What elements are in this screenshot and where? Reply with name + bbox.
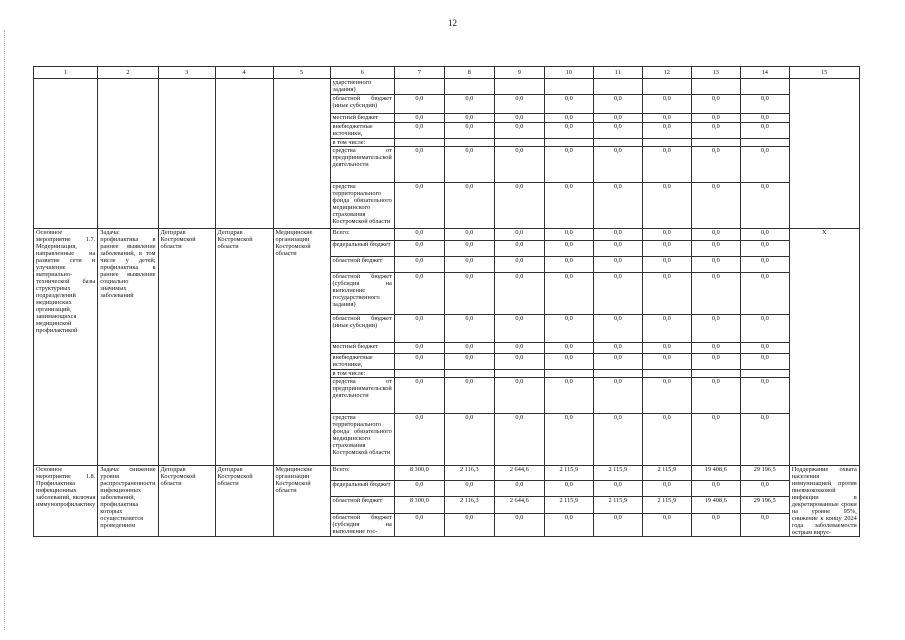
column-number: 15 (789, 67, 859, 79)
amount-cell: 0,0 (544, 378, 593, 414)
empty-cell (789, 79, 859, 229)
amount-cell: 0,0 (593, 257, 642, 273)
amount-cell: 0,0 (494, 480, 544, 497)
amount-cell: 0,0 (444, 414, 494, 466)
amount-cell: 0,0 (740, 315, 789, 343)
amount-cell (394, 79, 444, 95)
amount-cell: 0,0 (740, 147, 789, 183)
amount-cell: 0,0 (691, 95, 740, 114)
amount-cell: 0,0 (593, 514, 642, 537)
amount-cell: 0,0 (394, 514, 444, 537)
amount-cell: 0,0 (642, 378, 691, 414)
amount-cell: 0,0 (740, 514, 789, 537)
amount-cell: 0,0 (691, 147, 740, 183)
amount-cell: 0,0 (642, 273, 691, 315)
participant-cell: Медицинские организации Костромской области (273, 466, 330, 537)
amount-cell (593, 79, 642, 95)
amount-cell: 0,0 (740, 257, 789, 273)
amount-cell: 0,0 (691, 343, 740, 354)
amount-cell: 29 196,5 (740, 466, 789, 481)
amount-cell: 0,0 (394, 273, 444, 315)
amount-cell (394, 370, 444, 378)
funding-source-label: областной бюджет (330, 257, 394, 273)
amount-cell: 0,0 (642, 95, 691, 114)
amount-cell: 0,0 (642, 354, 691, 370)
funding-source-label: областной бюджет (иные субсидии) (330, 315, 394, 343)
amount-cell: 0,0 (544, 183, 593, 229)
amount-cell (444, 79, 494, 95)
funding-source-label: в том числе: (330, 370, 394, 378)
column-number: 4 (215, 67, 273, 79)
column-number: 12 (642, 67, 691, 79)
amount-cell (494, 79, 544, 95)
amount-cell: 0,0 (642, 229, 691, 241)
column-number: 11 (593, 67, 642, 79)
amount-cell: 0,0 (394, 354, 444, 370)
amount-cell: 2 115,9 (544, 497, 593, 514)
empty-cell (34, 79, 98, 229)
amount-cell: 0,0 (544, 315, 593, 343)
amount-cell (691, 370, 740, 378)
amount-cell: 0,0 (691, 378, 740, 414)
empty-cell (98, 79, 158, 229)
amount-cell: 0,0 (691, 480, 740, 497)
amount-cell: 2 116,3 (444, 466, 494, 481)
amount-cell: 0,0 (642, 514, 691, 537)
column-number: 13 (691, 67, 740, 79)
amount-cell: 0,0 (394, 241, 444, 257)
funding-source-label: областной бюджет (субсидия на выполнение гос- (330, 514, 394, 537)
amount-cell: 0,0 (444, 123, 494, 139)
amount-cell: 19 408,6 (691, 497, 740, 514)
amount-cell: 0,0 (394, 183, 444, 229)
amount-cell: 0,0 (394, 147, 444, 183)
amount-cell: 0,0 (394, 414, 444, 466)
amount-cell: 0,0 (691, 114, 740, 123)
amount-cell: 19 408,6 (691, 466, 740, 481)
customer-cell: Депздрав Костромской области (158, 229, 215, 466)
amount-cell: 0,0 (593, 480, 642, 497)
column-number: 14 (740, 67, 789, 79)
amount-cell (740, 370, 789, 378)
amount-cell: 0,0 (394, 480, 444, 497)
amount-cell: 0,0 (593, 414, 642, 466)
amount-cell: 0,0 (444, 378, 494, 414)
funding-source-label: федеральный бюджет (330, 241, 394, 257)
header-row (34, 67, 860, 79)
amount-cell: 0,0 (593, 123, 642, 139)
amount-cell: 0,0 (593, 354, 642, 370)
amount-cell: 0,0 (544, 257, 593, 273)
amount-cell: 0,0 (593, 241, 642, 257)
amount-cell: 0,0 (494, 414, 544, 466)
amount-cell (740, 79, 789, 95)
amount-cell: 0,0 (444, 183, 494, 229)
amount-cell: 0,0 (394, 123, 444, 139)
column-number: 3 (158, 67, 215, 79)
amount-cell: 0,0 (593, 147, 642, 183)
column-number: 6 (330, 67, 394, 79)
amount-cell: 0,0 (444, 95, 494, 114)
amount-cell: 0,0 (691, 315, 740, 343)
measure-name-cell: Основное мероприятие 1.7. Модернизация, направленные на развитие сети и улучшение материально-технической базы структурных подразделений медицинских организаций, занимающихся медицинской профилактикой (34, 229, 98, 466)
funding-source-label: Всего: (330, 466, 394, 481)
amount-cell: 0,0 (642, 123, 691, 139)
amount-cell: 0,0 (444, 257, 494, 273)
amount-cell: 0,0 (642, 147, 691, 183)
amount-cell: 0,0 (642, 414, 691, 466)
amount-cell: 0,0 (642, 114, 691, 123)
task-cell: Задача: профилактика в раннее выявление заболеваний, в том числе у детей; профилактика в раннее выявление социально значимых заболеваний (98, 229, 158, 466)
task-cell: Задача: снижение уровня распространенности инфекционных заболеваний, профилактика которых осуществляется проведением (98, 466, 158, 537)
amount-cell: 0,0 (740, 183, 789, 229)
amount-cell (444, 139, 494, 147)
amount-cell: 8 300,0 (394, 466, 444, 481)
amount-cell: 2 115,9 (593, 497, 642, 514)
amount-cell: 0,0 (544, 241, 593, 257)
amount-cell: 0,0 (394, 315, 444, 343)
amount-cell: 0,0 (544, 514, 593, 537)
amount-cell: 0,0 (642, 480, 691, 497)
amount-cell (642, 79, 691, 95)
amount-cell: 0,0 (691, 354, 740, 370)
amount-cell: 0,0 (494, 354, 544, 370)
amount-cell: 0,0 (544, 273, 593, 315)
funding-source-label: средства территориального фонда обязательного медицинского страхования Костромской области (330, 414, 394, 466)
amount-cell: 0,0 (740, 123, 789, 139)
amount-cell: 0,0 (394, 114, 444, 123)
funding-source-label: Всего: (330, 229, 394, 241)
amount-cell: 0,0 (642, 241, 691, 257)
amount-cell: 0,0 (494, 273, 544, 315)
amount-cell (593, 139, 642, 147)
amount-cell: 0,0 (494, 315, 544, 343)
amount-cell: 0,0 (544, 343, 593, 354)
amount-cell: 0,0 (494, 183, 544, 229)
amount-cell: 2 115,9 (593, 466, 642, 481)
funding-source-label: средства территориального фонда обязательного медицинского страхования Костромской области (330, 183, 394, 229)
amount-cell: 0,0 (642, 257, 691, 273)
amount-cell: 0,0 (740, 273, 789, 315)
funding-source-label: местный бюджет (330, 114, 394, 123)
amount-cell: 0,0 (394, 229, 444, 241)
amount-cell: 0,0 (394, 343, 444, 354)
empty-cell (158, 79, 215, 229)
amount-cell: 0,0 (494, 229, 544, 241)
amount-cell (593, 370, 642, 378)
amount-cell: 0,0 (444, 514, 494, 537)
amount-cell: 29 196,5 (740, 497, 789, 514)
amount-cell: 0,0 (544, 123, 593, 139)
amount-cell: 0,0 (740, 414, 789, 466)
funding-source-label: внебюджетные источники, (330, 123, 394, 139)
amount-cell: 0,0 (593, 273, 642, 315)
amount-cell: 2 115,9 (642, 466, 691, 481)
amount-cell: 0,0 (544, 114, 593, 123)
amount-cell: 0,0 (444, 315, 494, 343)
funding-source-label: федеральный бюджет (330, 480, 394, 497)
amount-cell: 0,0 (691, 414, 740, 466)
amount-cell: 0,0 (494, 114, 544, 123)
measure-name-cell: Основное мероприятие 1.8. Профилактика инфекционных заболеваний, включая иммунопрофилактику (34, 466, 98, 537)
amount-cell: 0,0 (544, 414, 593, 466)
amount-cell: 0,0 (593, 183, 642, 229)
amount-cell: 0,0 (444, 343, 494, 354)
amount-cell: 0,0 (593, 95, 642, 114)
amount-cell (394, 139, 444, 147)
amount-cell: 0,0 (642, 343, 691, 354)
executor-cell: Депздрав Костромской области (215, 466, 273, 537)
amount-cell: 0,0 (593, 343, 642, 354)
result-cell: X (789, 229, 859, 466)
amount-cell: 0,0 (593, 378, 642, 414)
table-row (34, 466, 860, 481)
amount-cell: 0,0 (494, 514, 544, 537)
amount-cell: 0,0 (494, 241, 544, 257)
page-edge (4, 30, 5, 630)
result-cell: Поддержание охвата населения иммунизацией против пневмококковой инфекции в декретированные сроки на уровне 95%, снижение к концу 2024 года заболеваемости острым вирус- (789, 466, 859, 537)
amount-cell (691, 79, 740, 95)
amount-cell: 0,0 (494, 123, 544, 139)
amount-cell: 8 300,0 (394, 497, 444, 514)
customer-cell: Депздрав Костромской области (158, 466, 215, 537)
column-number: 10 (544, 67, 593, 79)
table-row (34, 229, 860, 241)
amount-cell: 0,0 (444, 354, 494, 370)
table-row (34, 79, 860, 95)
amount-cell (740, 139, 789, 147)
amount-cell: 0,0 (394, 378, 444, 414)
column-number: 7 (394, 67, 444, 79)
amount-cell: 0,0 (444, 480, 494, 497)
amount-cell: 2 115,9 (642, 497, 691, 514)
amount-cell: 0,0 (740, 241, 789, 257)
column-number: 9 (494, 67, 544, 79)
column-number: 5 (273, 67, 330, 79)
amount-cell: 0,0 (444, 241, 494, 257)
amount-cell: 0,0 (593, 229, 642, 241)
budget-table (33, 66, 860, 537)
amount-cell: 2 644,6 (494, 466, 544, 481)
amount-cell: 0,0 (740, 114, 789, 123)
funding-source-label: областной бюджет (330, 497, 394, 514)
funding-source-label: в том числе: (330, 139, 394, 147)
funding-source-label: ударственного задания) (330, 79, 394, 95)
amount-cell: 0,0 (544, 95, 593, 114)
amount-cell (444, 370, 494, 378)
amount-cell (544, 370, 593, 378)
amount-cell: 0,0 (444, 273, 494, 315)
amount-cell: 0,0 (691, 514, 740, 537)
amount-cell: 0,0 (691, 123, 740, 139)
amount-cell: 0,0 (740, 229, 789, 241)
funding-source-label: средства от предпринимательской деятельности (330, 378, 394, 414)
amount-cell (642, 370, 691, 378)
column-number: 8 (444, 67, 494, 79)
amount-cell: 0,0 (394, 95, 444, 114)
amount-cell: 2 116,3 (444, 497, 494, 514)
amount-cell: 0,0 (740, 95, 789, 114)
amount-cell (642, 139, 691, 147)
amount-cell: 0,0 (494, 147, 544, 183)
amount-cell (544, 139, 593, 147)
amount-cell: 0,0 (544, 229, 593, 241)
amount-cell: 0,0 (494, 95, 544, 114)
amount-cell: 0,0 (444, 147, 494, 183)
amount-cell: 0,0 (691, 257, 740, 273)
empty-cell (215, 79, 273, 229)
empty-cell (273, 79, 330, 229)
participant-cell: Медицинские организации Костромской области (273, 229, 330, 466)
amount-cell: 0,0 (494, 378, 544, 414)
amount-cell: 0,0 (544, 354, 593, 370)
funding-source-label: областной бюджет (субсидия на выполнение государственного задания) (330, 273, 394, 315)
column-number: 2 (98, 67, 158, 79)
amount-cell: 2 115,9 (544, 466, 593, 481)
amount-cell: 0,0 (593, 315, 642, 343)
funding-source-label: средства от предпринимательской деятельности (330, 147, 394, 183)
amount-cell: 2 644,6 (494, 497, 544, 514)
column-number: 1 (34, 67, 98, 79)
amount-cell: 0,0 (740, 378, 789, 414)
amount-cell: 0,0 (544, 480, 593, 497)
amount-cell: 0,0 (444, 229, 494, 241)
funding-source-label: внебюджетные источники, (330, 354, 394, 370)
amount-cell: 0,0 (394, 257, 444, 273)
funding-source-label: местный бюджет (330, 343, 394, 354)
amount-cell (691, 139, 740, 147)
executor-cell: Депздрав Костромской области (215, 229, 273, 466)
amount-cell: 0,0 (593, 114, 642, 123)
amount-cell: 0,0 (740, 354, 789, 370)
amount-cell (544, 79, 593, 95)
amount-cell: 0,0 (494, 343, 544, 354)
amount-cell: 0,0 (691, 241, 740, 257)
amount-cell: 0,0 (740, 480, 789, 497)
page-number: 12 (448, 18, 457, 28)
amount-cell: 0,0 (642, 183, 691, 229)
amount-cell: 0,0 (691, 273, 740, 315)
amount-cell: 0,0 (544, 147, 593, 183)
amount-cell (494, 139, 544, 147)
amount-cell: 0,0 (444, 114, 494, 123)
amount-cell: 0,0 (740, 343, 789, 354)
amount-cell (494, 370, 544, 378)
amount-cell: 0,0 (642, 315, 691, 343)
funding-source-label: областной бюджет (иные субсидии) (330, 95, 394, 114)
amount-cell: 0,0 (494, 257, 544, 273)
amount-cell: 0,0 (691, 183, 740, 229)
amount-cell: 0,0 (691, 229, 740, 241)
